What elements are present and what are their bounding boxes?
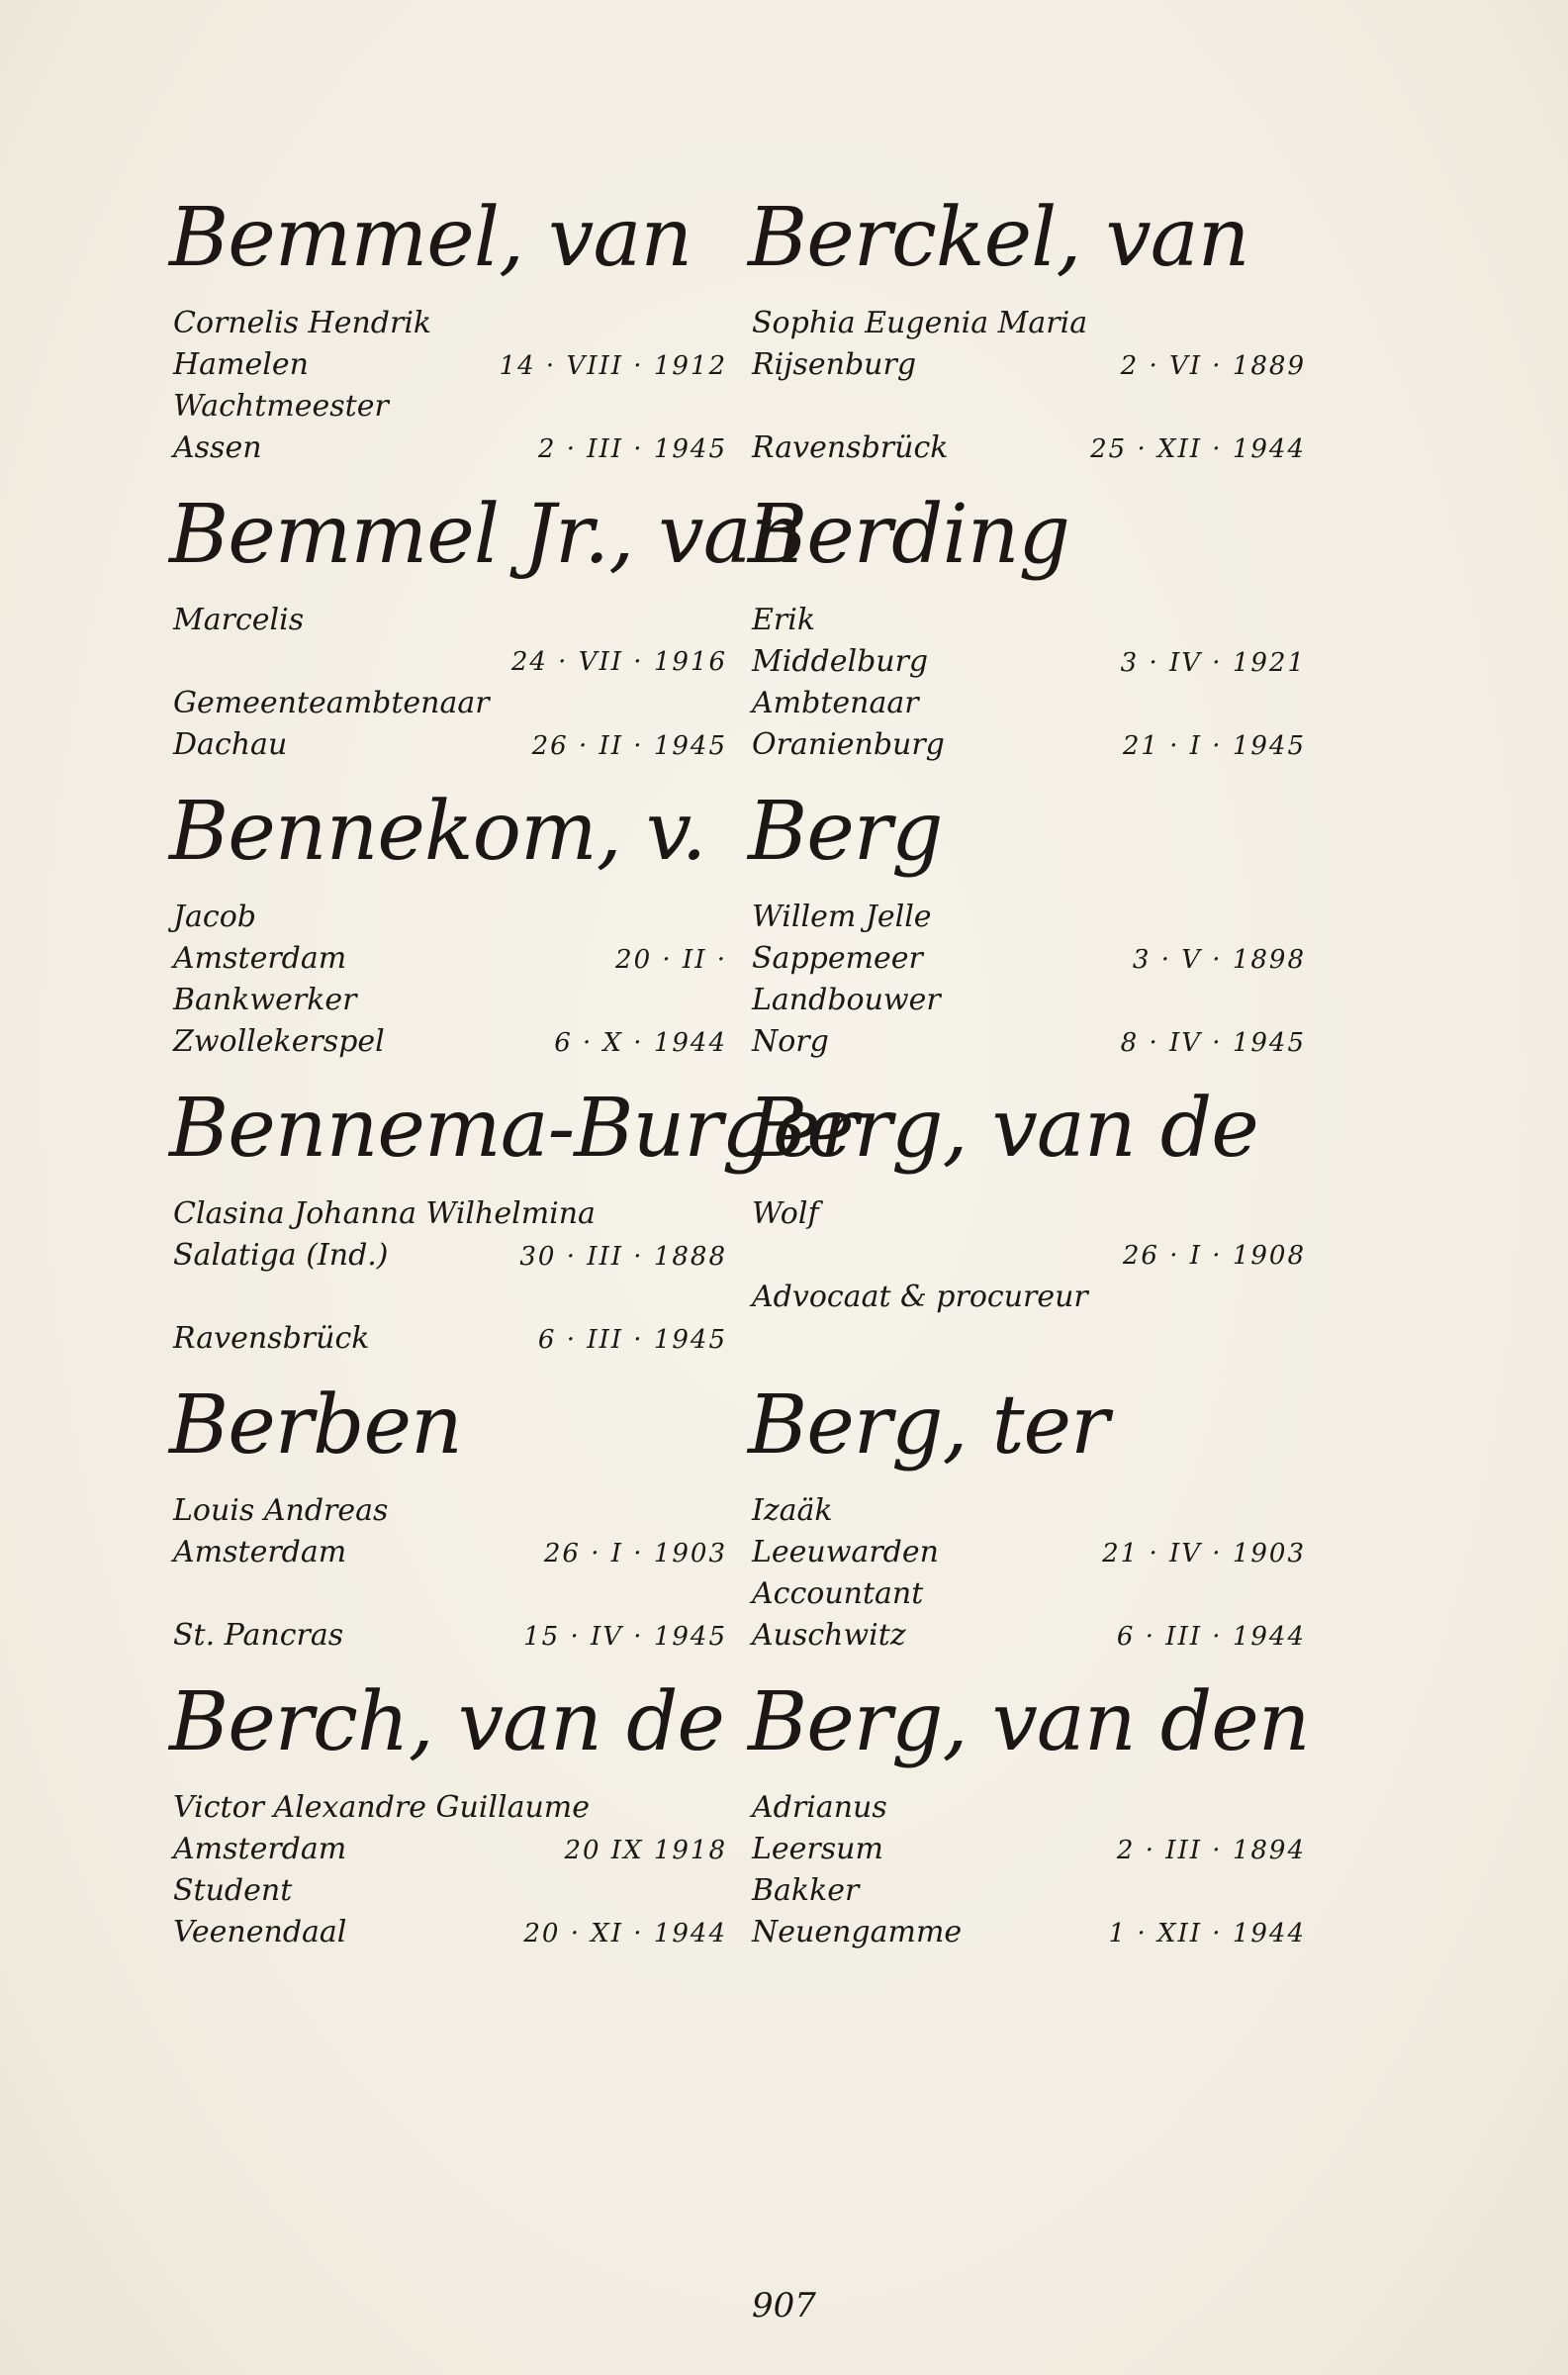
entry-label: Assen: [173, 430, 262, 465]
entry-label: Neuengamme: [752, 1915, 963, 1949]
entry-row: [752, 1490, 1306, 1532]
entry-label: Leersum: [752, 1832, 883, 1866]
entry-row: [173, 1870, 727, 1912]
entry-date: 25 · XII · 1944: [1090, 434, 1306, 464]
entry-row: [752, 344, 1306, 386]
surname-heading: Berch, van de: [169, 1675, 724, 1769]
person-entry: [169, 191, 727, 495]
entry-date: 8 · IV · 1945: [1120, 1028, 1306, 1058]
entry-date: 6 · III · 1944: [1116, 1622, 1306, 1652]
entry-row: [173, 1235, 727, 1277]
entry-label: Adrianus: [752, 1790, 887, 1825]
person-entry: [169, 1378, 727, 1682]
entry-date: 20 IX 1918: [564, 1836, 727, 1865]
entry-row: [752, 1235, 1306, 1277]
entry-row: [173, 1912, 727, 1953]
entry-row: [173, 641, 727, 683]
entry-row: [173, 1318, 727, 1360]
entry-label: Wolf: [752, 1196, 819, 1231]
entry-row: [173, 1532, 727, 1573]
entry-row: [173, 1573, 727, 1615]
entry-row: [752, 428, 1306, 469]
entry-row: [752, 1277, 1306, 1318]
surname-heading: Berben: [169, 1378, 462, 1472]
entry-row: [173, 1787, 727, 1829]
surname-heading: Berg: [748, 785, 943, 879]
page-number: 907: [752, 2286, 816, 2326]
entry-date: 15 · IV · 1945: [523, 1622, 727, 1652]
entry-label: Oranienburg: [752, 727, 945, 762]
entry-label: Sappemeer: [752, 941, 923, 976]
entry-label: Louis Andreas: [173, 1493, 389, 1528]
entry-row: [752, 724, 1306, 766]
entry-row: [752, 1787, 1306, 1829]
entry-label: Landbouwer: [752, 983, 941, 1017]
person-entry: [169, 785, 727, 1089]
entry-row: [173, 1277, 727, 1318]
person-entry: [169, 1675, 727, 1979]
entry-label: Amsterdam: [173, 1535, 347, 1569]
right-column: [748, 191, 1310, 1979]
entry-label: Izaäk: [752, 1493, 833, 1528]
entry-date: 3 · IV · 1921: [1120, 648, 1306, 678]
entry-date: 20 · XI · 1944: [523, 1919, 727, 1948]
entry-label: Dachau: [173, 727, 288, 762]
entry-row: [173, 1615, 727, 1657]
entry-label: Zwollekerspel: [173, 1024, 385, 1059]
entry-label: Student: [173, 1873, 293, 1908]
entry-row: [752, 386, 1306, 428]
entry-row: [752, 1615, 1306, 1657]
entry-label: Ravensbrück: [173, 1321, 370, 1356]
entry-row: [173, 1490, 727, 1532]
entry-row: [752, 980, 1306, 1021]
entry-row: [752, 938, 1306, 980]
entry-label: Auschwitz: [752, 1618, 906, 1653]
entry-row: [752, 897, 1306, 938]
entry-row: [752, 1193, 1306, 1235]
surname-heading: Berckel, van: [748, 191, 1249, 285]
entry-label: Amsterdam: [173, 941, 347, 976]
entry-row: [173, 1021, 727, 1063]
entry-row: [173, 386, 727, 428]
entry-date: 14 · VIII · 1912: [499, 351, 727, 381]
entry-date: 21 · I · 1945: [1122, 731, 1306, 761]
entry-label: Jacob: [173, 900, 256, 934]
entry-date: 26 · I · 1908: [1122, 1241, 1306, 1271]
entry-label: Bankwerker: [173, 983, 357, 1017]
entry-row: [173, 303, 727, 344]
entry-date: 3 · V · 1898: [1132, 945, 1306, 975]
entry-date: 2 · VI · 1889: [1120, 351, 1306, 381]
person-entry: [748, 1675, 1310, 1979]
entry-label: Ravensbrück: [752, 430, 949, 465]
entry-label: Sophia Eugenia Maria: [752, 306, 1088, 340]
person-entry: [748, 488, 1306, 792]
surname-heading: Bemmel, van: [169, 191, 692, 285]
entry-date: 21 · IV · 1903: [1102, 1539, 1306, 1568]
entry-label: Gemeenteambtenaar: [173, 686, 490, 720]
entry-label: Wachtmeester: [173, 389, 389, 424]
entry-label: Ambtenaar: [752, 686, 919, 720]
surname-heading: Bemmel Jr., van: [169, 488, 802, 582]
person-entry: [748, 785, 1306, 1089]
entry-date: 6 · X · 1944: [554, 1028, 727, 1058]
entry-row: [173, 1829, 727, 1870]
entry-label: Rijsenburg: [752, 347, 917, 382]
entry-label: Norg: [752, 1024, 829, 1059]
entry-row: [173, 724, 727, 766]
person-entry: [748, 1082, 1306, 1385]
surname-heading: Berg, van de: [748, 1082, 1258, 1176]
entry-date: 1 · XII · 1944: [1108, 1919, 1306, 1948]
entry-label: Salatiga (Ind.): [173, 1238, 389, 1273]
entry-date: 2 · III · 1945: [537, 434, 727, 464]
entry-label: Willem Jelle: [752, 900, 932, 934]
entry-row: [173, 980, 727, 1021]
entry-row: [173, 428, 727, 469]
entry-date: 30 · III · 1888: [519, 1242, 727, 1272]
entry-date: 2 · III · 1894: [1116, 1836, 1306, 1865]
entry-label: Clasina Johanna Wilhelmina: [173, 1196, 596, 1231]
entry-label: Cornelis Hendrik: [173, 306, 432, 340]
entry-row: [173, 1193, 727, 1235]
person-entry: [748, 1378, 1306, 1682]
entry-date: 24 · VII · 1916: [510, 647, 727, 677]
entry-row: [173, 897, 727, 938]
entry-row: [752, 1870, 1306, 1912]
entry-row: [752, 641, 1306, 683]
entry-label: Leeuwarden: [752, 1535, 939, 1569]
entry-date: 26 · I · 1903: [543, 1539, 727, 1568]
entry-label: Victor Alexandre Guillaume: [173, 1790, 590, 1825]
entry-row: [752, 1532, 1306, 1573]
surname-heading: Bennekom, v.: [169, 785, 706, 879]
entry-label: Advocaat & procureur: [752, 1280, 1088, 1314]
person-entry: [748, 191, 1306, 495]
entry-row: [752, 600, 1306, 641]
entry-row: [173, 938, 727, 980]
entry-row: [752, 1829, 1306, 1870]
entry-row: [173, 683, 727, 724]
surname-heading: Berg, van den: [748, 1675, 1310, 1769]
entry-label: Middelburg: [752, 644, 929, 679]
entry-label: Marcelis: [173, 603, 305, 637]
entry-date: 20 · II ·: [615, 945, 727, 975]
entry-label: Erik: [752, 603, 816, 637]
entry-label: Accountant: [752, 1576, 924, 1611]
surname-heading: Berding: [748, 488, 1070, 582]
entry-row: [752, 1318, 1306, 1360]
entry-label: Hamelen: [173, 347, 309, 382]
entry-label: St. Pancras: [173, 1618, 344, 1653]
entry-row: [752, 683, 1306, 724]
entry-row: [752, 1912, 1306, 1953]
entry-row: [173, 600, 727, 641]
entry-row: [752, 1573, 1306, 1615]
surname-heading: Bennema-Burger: [169, 1082, 858, 1176]
entry-label: Amsterdam: [173, 1832, 347, 1866]
entry-label: Veenendaal: [173, 1915, 347, 1949]
entry-label: Bakker: [752, 1873, 860, 1908]
entry-row: [173, 344, 727, 386]
surname-heading: Berg, ter: [748, 1378, 1109, 1472]
entry-row: [752, 303, 1306, 344]
entry-row: [752, 1021, 1306, 1063]
entry-date: 26 · II · 1945: [531, 731, 727, 761]
entry-date: 6 · III · 1945: [537, 1325, 727, 1355]
